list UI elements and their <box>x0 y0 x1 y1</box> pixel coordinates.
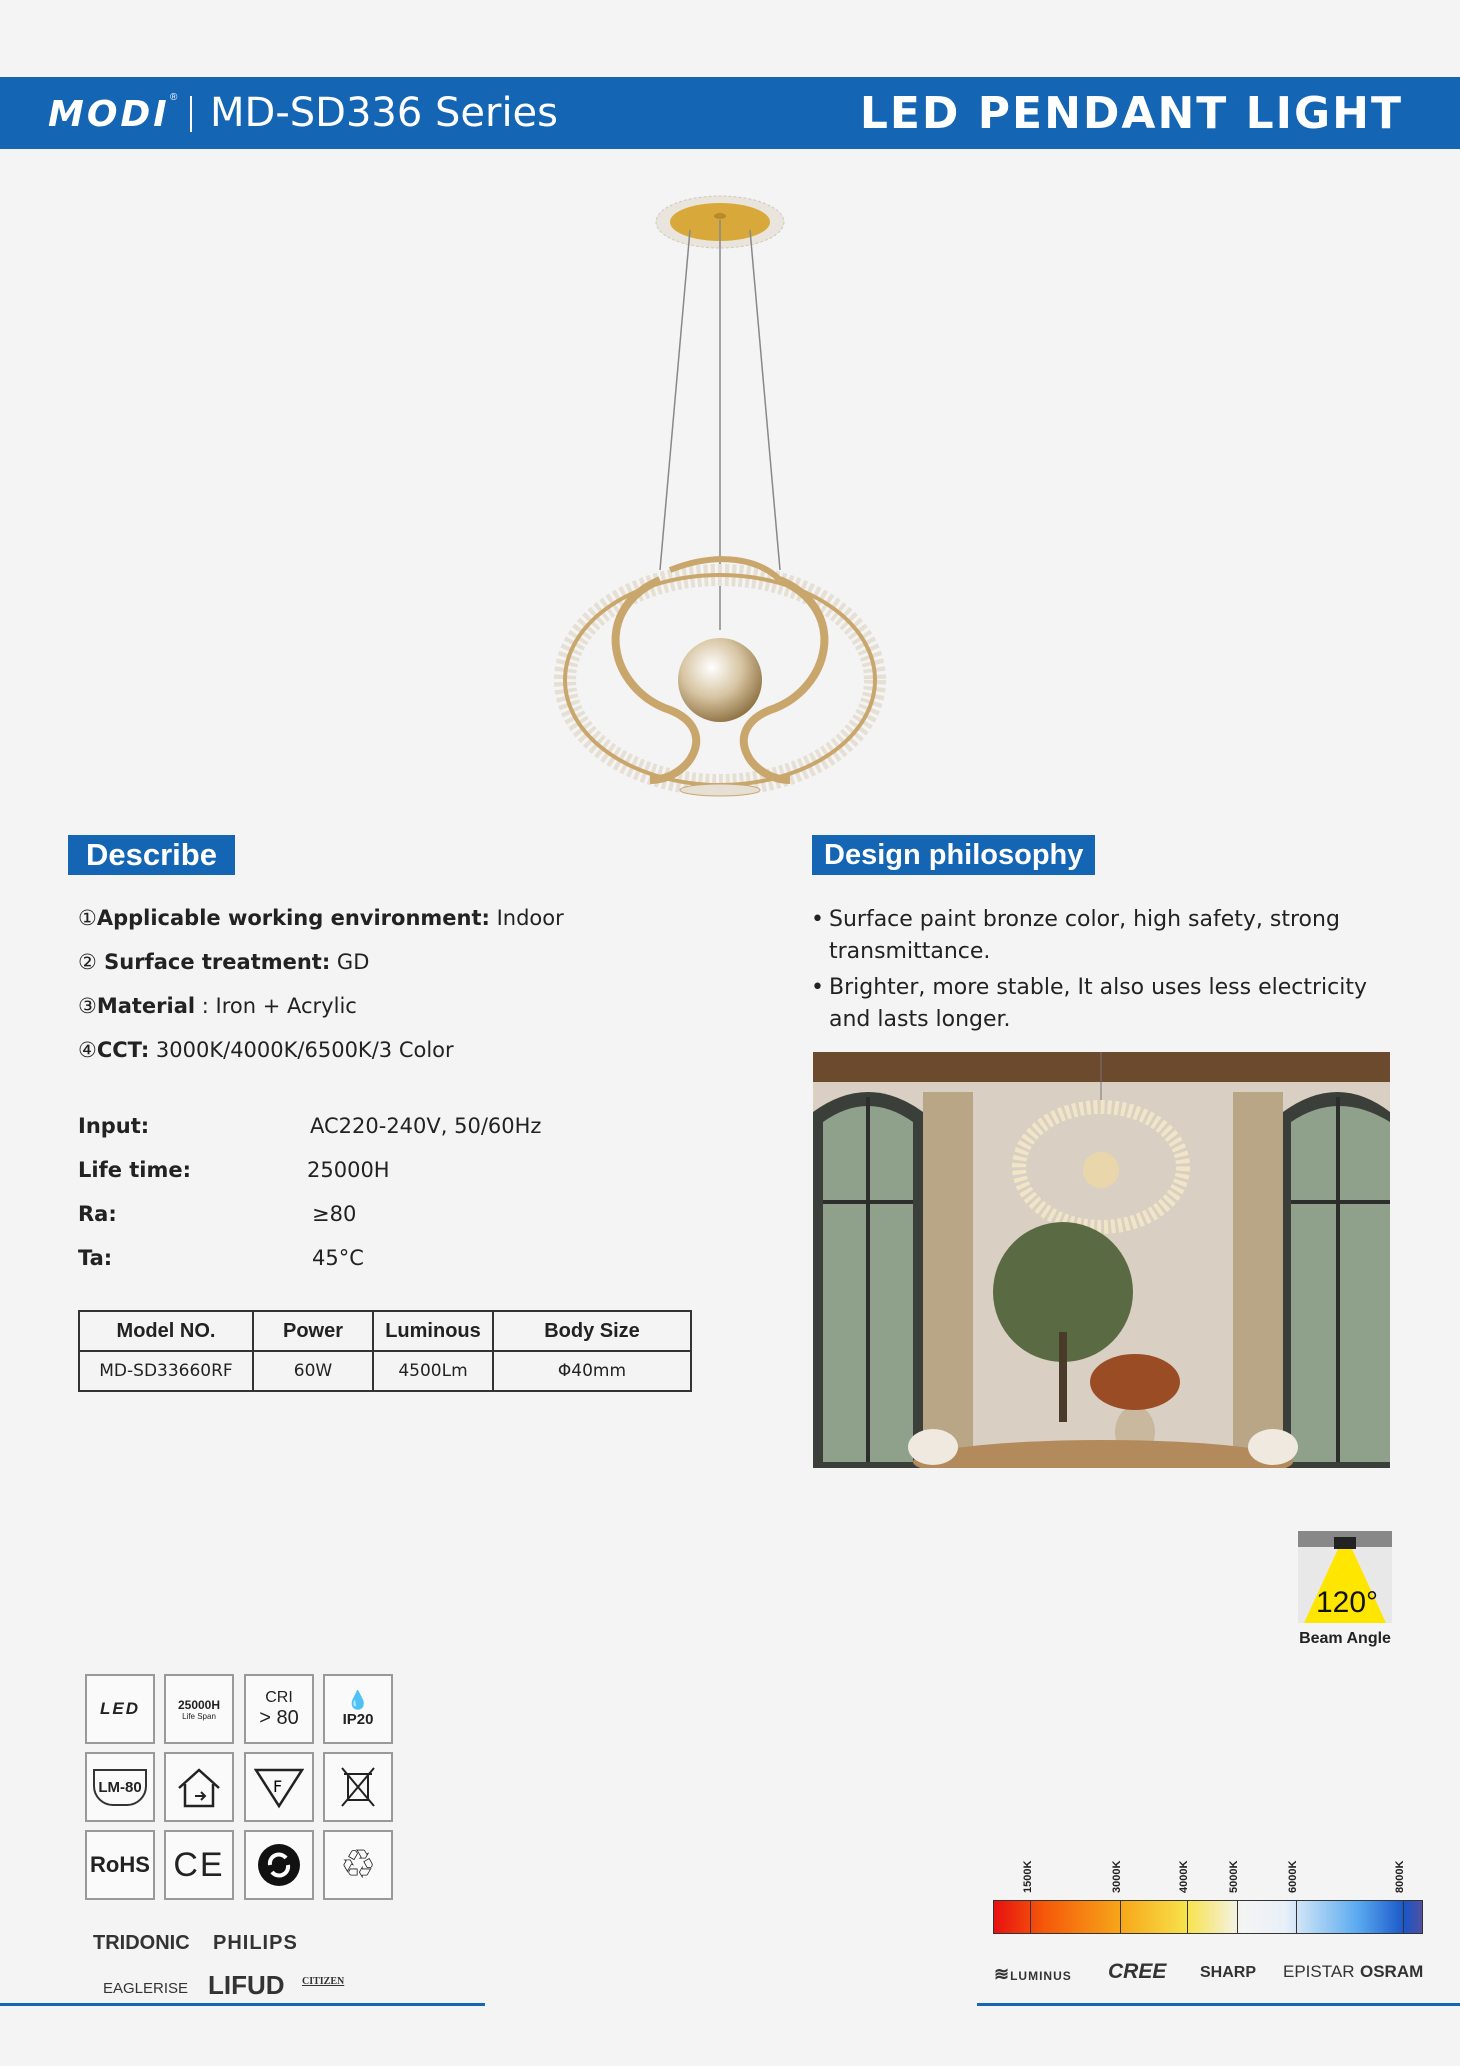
cct-tick <box>1187 1900 1188 1934</box>
rohs-icon: RoHS <box>85 1830 155 1900</box>
table-header: Body Size <box>493 1311 691 1351</box>
header-divider <box>190 96 192 132</box>
brand-citizen: CITIZEN <box>302 1976 345 1987</box>
cct-tick <box>1030 1900 1031 1934</box>
describe-item: ③Material : Iron + Acrylic <box>78 994 357 1018</box>
brand-sharp: SHARP <box>1200 1964 1257 1981</box>
cct-color-bar <box>993 1900 1423 1934</box>
describe-item: ④CCT: 3000K/4000K/6500K/3 Color <box>78 1038 454 1062</box>
describe-tag: Describe <box>68 835 235 875</box>
series-title: MD-SD336 Series <box>210 90 559 136</box>
table-header: Model NO. <box>79 1311 253 1351</box>
ce-icon: CE <box>164 1830 234 1900</box>
beam-angle-label: Beam Angle <box>1299 1630 1391 1647</box>
cct-label: 6000K <box>1287 1860 1299 1893</box>
weee-bin-icon <box>323 1752 393 1822</box>
ip20-icon: 💧 IP20 <box>323 1674 393 1744</box>
lm80-icon: LM-80 <box>85 1752 155 1822</box>
cct-tick <box>1403 1900 1404 1934</box>
spec-label: Input: <box>78 1114 150 1138</box>
f-mark-icon <box>244 1752 314 1822</box>
spec-value: 45°C <box>312 1246 364 1270</box>
cri-icon: CRI > 80 <box>244 1674 314 1744</box>
brand-osram: OSRAM <box>1360 1962 1424 1981</box>
table-cell: MD-SD33660RF <box>79 1351 253 1391</box>
brand-tridonic: TRIDONIC <box>93 1932 190 1954</box>
cct-label: 1500K <box>1022 1860 1034 1893</box>
table-header: Luminous <box>373 1311 493 1351</box>
spec-label: Ta: <box>78 1246 113 1270</box>
table-row <box>79 1351 691 1391</box>
table-header-row <box>79 1311 691 1351</box>
cct-label: 4000K <box>1178 1860 1190 1893</box>
spec-label: Ra: <box>78 1202 117 1226</box>
beam-angle-value: 120° <box>1316 1586 1379 1619</box>
design-bullet: • Surface paint bronze color, high safety, strong transmittance. <box>829 904 1389 968</box>
cct-label: 3000K <box>1111 1860 1123 1893</box>
green-dot-icon <box>244 1830 314 1900</box>
describe-item: ② Surface treatment: GD <box>78 950 370 974</box>
design-tag: Design philosophy <box>812 835 1095 875</box>
spec-value: ≥80 <box>312 1202 357 1226</box>
cct-label: 8000K <box>1394 1860 1406 1893</box>
spec-value: AC220-240V, 50/60Hz <box>310 1114 542 1138</box>
product-type-title: LED PENDANT LIGHT <box>859 88 1403 139</box>
brand-cree: CREE <box>1108 1960 1167 1983</box>
describe-item: ①Applicable working environment: Indoor <box>78 906 564 930</box>
indoor-use-icon <box>164 1752 234 1822</box>
registered-mark: ® <box>170 92 178 103</box>
lifespan-icon: 25000H Life Span <box>164 1674 234 1744</box>
design-bullet: • Brighter, more stable, It also uses less electricity and lasts longer. <box>829 972 1389 1036</box>
spec-label: Life time: <box>78 1158 192 1182</box>
table-cell: 60W <box>253 1351 373 1391</box>
brand-logo: MODI <box>48 94 170 135</box>
product-image <box>550 190 910 810</box>
footer-line-left <box>0 2003 485 2006</box>
recycle-icon: ♲ <box>323 1830 393 1900</box>
room-scene-image <box>813 1052 1390 1468</box>
brand-eaglerise: EAGLERISE <box>103 1980 189 1997</box>
cct-tick <box>1296 1900 1297 1934</box>
brand-luminus: ≋LUMINUS <box>994 1964 1072 1984</box>
brand-lifud: LIFUD <box>208 1970 285 2000</box>
model-table <box>78 1310 692 1392</box>
led-icon: LED <box>85 1674 155 1744</box>
cct-label: 5000K <box>1228 1860 1240 1893</box>
table-cell: Φ40mm <box>493 1351 691 1391</box>
table-cell: 4500Lm <box>373 1351 493 1391</box>
cct-tick <box>1120 1900 1121 1934</box>
table-header: Power <box>253 1311 373 1351</box>
spec-value: 25000H <box>307 1158 390 1182</box>
svg-text:F: F <box>273 1777 283 1796</box>
brand-philips: PHILIPS <box>213 1932 298 1954</box>
footer-line-right <box>977 2003 1460 2006</box>
brand-epistar: EPISTAR <box>1283 1962 1355 1981</box>
cct-tick <box>1237 1900 1238 1934</box>
